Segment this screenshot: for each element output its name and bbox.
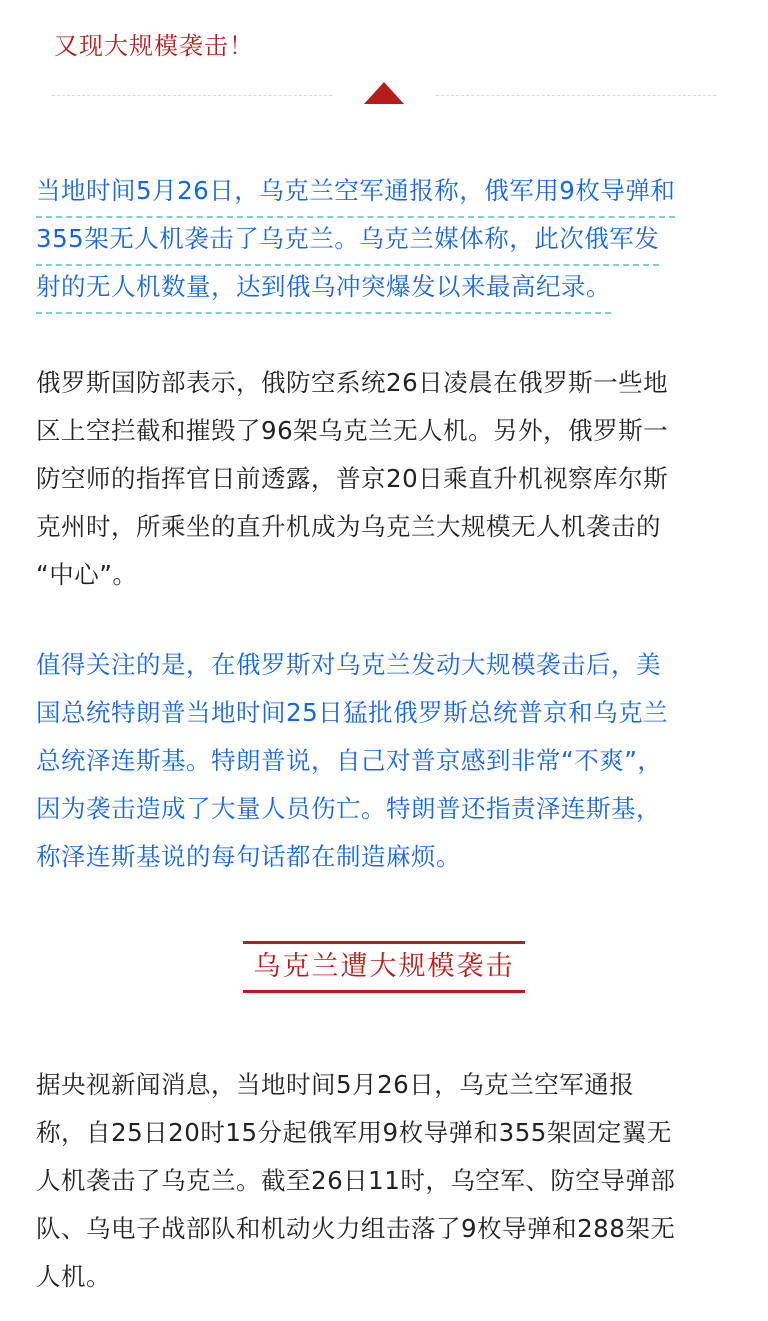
text-line: 防空师的指挥官日前透露，普京20日乘直升机视察库尔斯	[36, 464, 669, 493]
triangle-up-icon	[364, 82, 404, 104]
text-line: 355架无人机袭击了乌克兰。乌克兰媒体称，此次俄军发	[36, 220, 659, 266]
text-line: 国总统特朗普当地时间25日猛批俄罗斯总统普京和乌克兰	[36, 698, 669, 727]
text-line: 因为袭击造成了大量人员伤亡。特朗普还指责泽连斯基，	[36, 794, 661, 823]
text-line: 据央视新闻消息，当地时间5月26日，乌克兰空军通报	[36, 1070, 635, 1099]
text-line: “中心”。	[36, 560, 138, 589]
russia-paragraph	[36, 359, 736, 599]
section-heading: 又现大规模袭击！	[54, 32, 254, 60]
text-line: 人机。	[36, 1262, 111, 1291]
text-line: 当地时间5月26日，乌克兰空军通报称，俄军用9枚导弹和	[36, 172, 675, 218]
text-line: 值得关注的是，在俄罗斯对乌克兰发动大规模袭击后，美	[36, 650, 661, 679]
cctv-paragraph	[36, 1061, 736, 1301]
intro-paragraph	[36, 172, 736, 316]
text-line: 克州时，所乘坐的直升机成为乌克兰大规模无人机袭击的	[36, 512, 661, 541]
divider-line-left	[52, 95, 332, 96]
section-title: 乌克兰遭大规模袭击	[243, 941, 525, 993]
text-line: 人机袭击了乌克兰。截至26日11时，乌空军、防空导弹部	[36, 1166, 676, 1195]
text-line: 队、乌电子战部队和机动火力组击落了9枚导弹和288架无	[36, 1214, 676, 1243]
text-line: 称泽连斯基说的每句话都在制造麻烦。	[36, 842, 461, 871]
text-line: 俄罗斯国防部表示，俄防空系统26日凌晨在俄罗斯一些地	[36, 368, 669, 397]
text-line: 总统泽连斯基。特朗普说，自己对普京感到非常“不爽”，	[36, 746, 663, 775]
text-line: 区上空拦截和摧毁了96架乌克兰无人机。另外，俄罗斯一	[36, 416, 669, 445]
text-line: 射的无人机数量，达到俄乌冲突爆发以来最高纪录。	[36, 268, 611, 314]
text-line: 称，自25日20时15分起俄军用9枚导弹和355架固定翼无	[36, 1118, 672, 1147]
trump-paragraph	[36, 641, 736, 881]
divider-line-right	[436, 95, 716, 96]
